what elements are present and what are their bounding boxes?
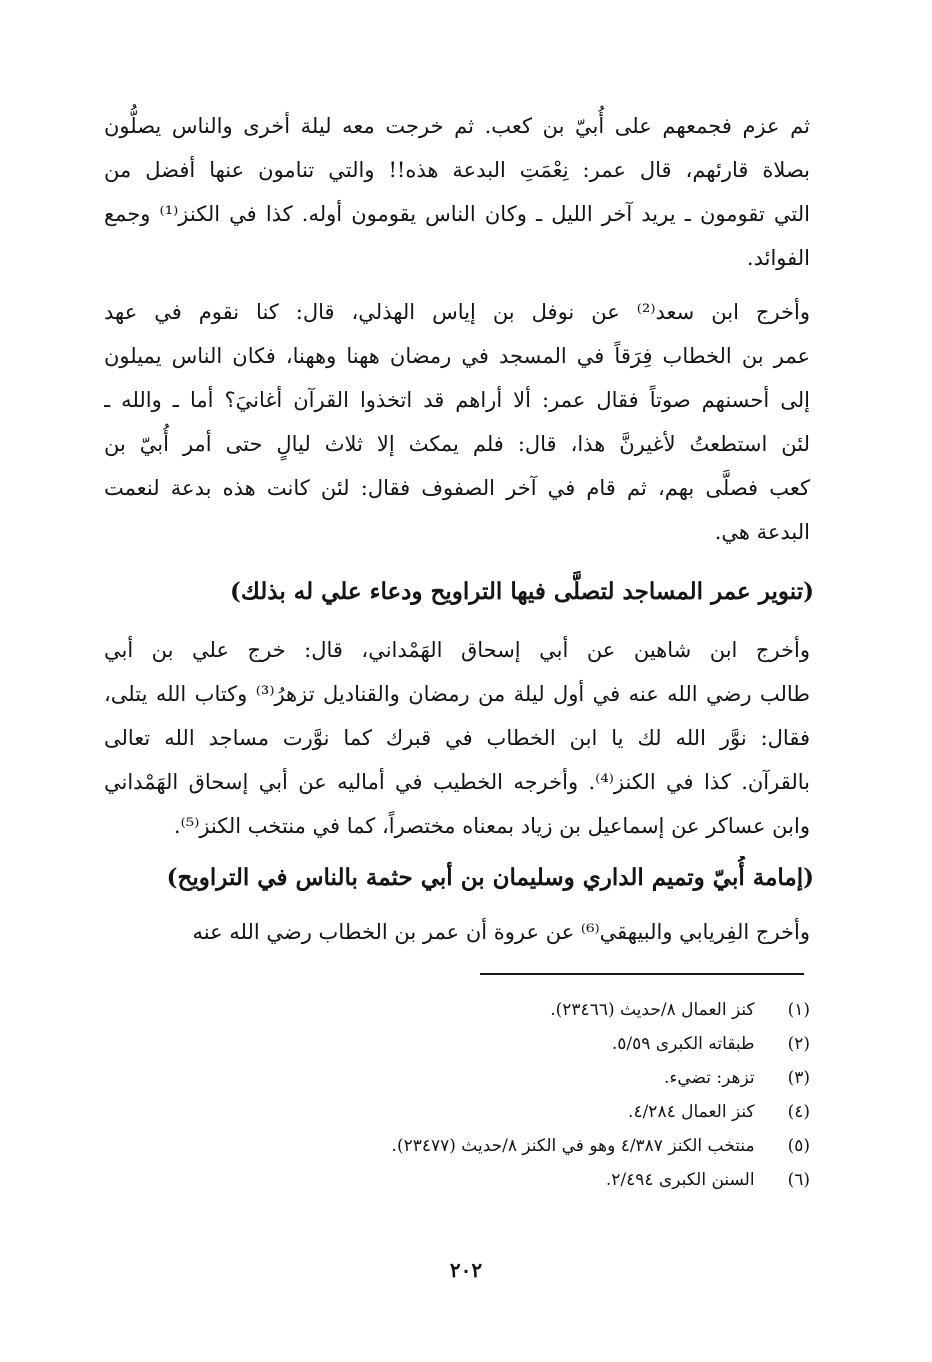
text-line: إلى أحسنهم صوتاً فقال عمر: ألا أراهم قد اتخذوا القرآن أغانيَ؟ أما ـ والله ـ	[104, 388, 810, 412]
footnote-item	[250, 1163, 810, 1197]
text-line: فقال: نوَّر الله لك يا ابن الخطاب في قبرك كما نوَّرت مساجد الله تعالى	[104, 726, 810, 750]
footnote-item	[250, 1027, 810, 1061]
text-line: بالقرآن. كذا في الكنز⁽⁴⁾. وأخرجه الخطيب في أماليه عن أبي إسحاق الهَمْداني	[104, 770, 810, 794]
footnote-item	[250, 1129, 810, 1163]
text-line: وأخرج ابن سعد⁽²⁾ عن نوفل بن إياس الهذلي، قال: كنا نقوم في عهد	[104, 300, 810, 324]
text-line: وأخرج الفِريابي والبيهقي⁽⁶⁾ عن عروة أن عمر بن الخطاب رضي الله عنه	[192, 920, 810, 944]
footnote-number: (٥)	[787, 1136, 810, 1156]
footnotes	[250, 993, 810, 1197]
section-heading-2: (إمامة أُبيّ وتميم الداري وسليمان بن أبي حثمة بالناس في التراويح)	[166, 864, 814, 891]
text-line: طالب رضي الله عنه في أول ليلة من رمضان والقناديل تزهرُ⁽³⁾ وكتاب الله يتلى،	[104, 682, 810, 706]
footnote-text: كنز العمال ٤/٢٨٤.	[628, 1102, 755, 1122]
footnote-item	[250, 993, 810, 1027]
text-line: بصلاة قارئهم، قال عمر: نِعْمَتِ البدعة هذه!! والتي تنامون عنها أفضل من	[104, 158, 810, 182]
footnote-text: كنز العمال ٨/حديث (٢٣٤٦٦).	[550, 1000, 755, 1020]
paragraph-2	[104, 290, 810, 554]
text-line: كعب فصلَّى بهم، ثم قام في آخر الصفوف فقال: لئن كانت هذه بدعة لنعمت	[104, 476, 810, 500]
footnote-number: (٣)	[787, 1068, 810, 1088]
paragraph-1	[104, 104, 810, 280]
text-line: الفوائد.	[746, 246, 810, 270]
footnote-item	[250, 1061, 810, 1095]
paragraph-4	[104, 910, 810, 954]
text-line: ثم عزم فجمعهم على أُبيّ بن كعب. ثم خرجت معه ليلة أخرى والناس يصلُّون	[104, 114, 810, 138]
footnote-text: طبقاته الكبرى ٥/٥٩.	[611, 1034, 755, 1054]
footnote-separator	[480, 973, 804, 975]
text-line: التي تقومون ـ يريد آخر الليل ـ وكان الناس يقومون أوله. كذا في الكنز⁽¹⁾ وجمع	[104, 202, 810, 226]
footnote-text: تزهر: تضيء.	[663, 1068, 755, 1088]
paragraph-3	[104, 628, 810, 848]
footnote-item	[250, 1095, 810, 1129]
page-number: ٢٠٢	[449, 1258, 483, 1282]
footnote-number: (٤)	[787, 1102, 810, 1122]
footnote-text: السنن الكبرى ٢/٤٩٤.	[605, 1170, 755, 1190]
footnote-number: (٢)	[787, 1034, 810, 1054]
footnote-text: منتخب الكنز ٤/٣٨٧ وهو في الكنز ٨/حديث (٢٣٤٧٧).	[391, 1136, 755, 1156]
text-line: وأخرج ابن شاهين عن أبي إسحاق الهَمْداني، قال: خرج علي بن أبي	[104, 638, 810, 662]
text-line: البدعة هي.	[714, 520, 810, 544]
footnote-number: (٦)	[787, 1170, 810, 1190]
text-line: عمر بن الخطاب فِرَقاً في المسجد في رمضان ههنا وههنا، فكان الناس يميلون	[104, 344, 810, 368]
text-line: لئن استطعتُ لأغيرنَّ هذا، قال: فلم يمكث إلا ثلاث ليالٍ حتى أمر أُبيّ بن	[104, 432, 810, 456]
footnote-number: (١)	[787, 1000, 810, 1020]
text-line: وابن عساكر عن إسماعيل بن زياد بمعناه مختصراً، كما في منتخب الكنز⁽⁵⁾.	[173, 814, 810, 838]
section-heading-1: (تنوير عمر المساجد لتصلَّى فيها التراويح ودعاء علي له بذلك)	[230, 578, 814, 605]
